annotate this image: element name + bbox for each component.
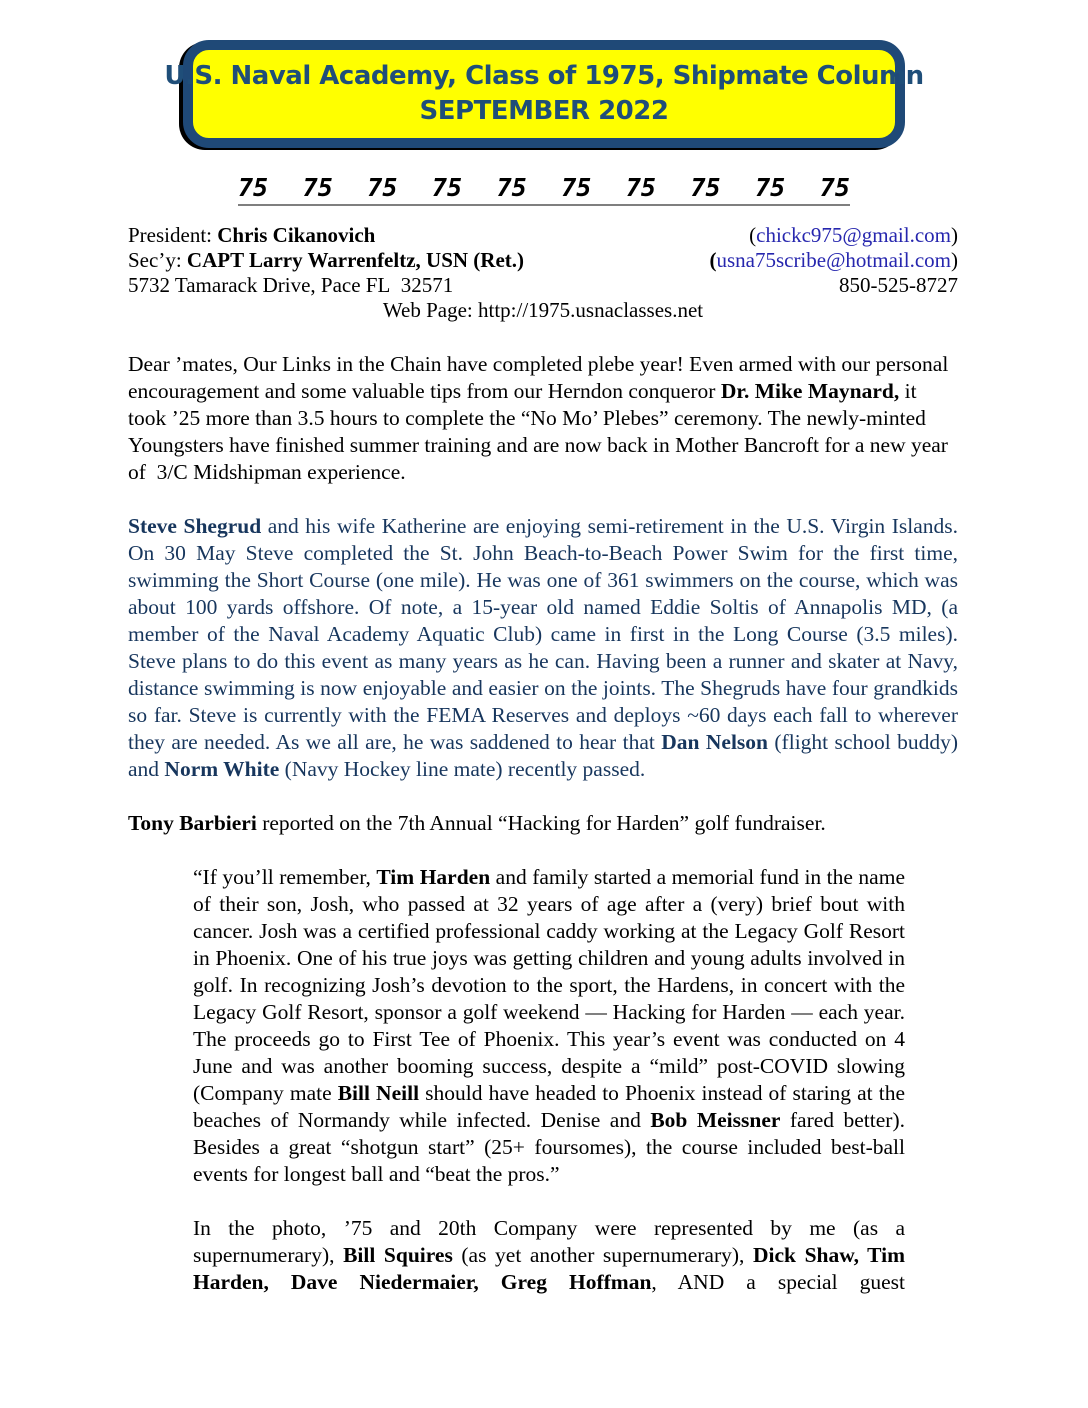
- bold-text: Dan Nelson: [661, 730, 768, 754]
- text-run: should have headed to Phoenix instead of staring at the beaches of Normandy while infected. Denise and: [193, 1081, 905, 1132]
- bold-text: Bill Neill: [337, 1081, 420, 1105]
- shegrud-paragraph: [128, 513, 958, 783]
- text-run: and family started a memorial fund in the name of their son, Josh, who passed at 32 years of age after a (very) brief bout with cancer. Josh was a certified professional caddy working at the Legacy Golf Resort in Phoenix. One of his true joys was getting children and young adults involved in golf. In recognizing Josh’s devotion to the sport, the Hardens, in concert with the Legacy Golf Resort, sponsor a golf weekend — Hacking for Harden — each year. The proceeds go to First Tee of Phoenix. This year’s event was conducted on 4 June and was another booming success, despite a “mild” post-COVID slowing (Company mate: [193, 865, 905, 1105]
- text-run: ): [951, 223, 958, 247]
- banner-subtitle: SEPTEMBER 2022: [419, 96, 669, 126]
- text-run: it took ’25 more than 3.5 hours to complete the “No Mo’ Plebes” ceremony. The newly-minted Youngsters have finished summer training and are now back in Mother Bancroft for a new year of 3/C Midshipman experience.: [128, 379, 948, 484]
- webpage-line: Web Page: http://1975.usnaclasses.net: [382, 298, 704, 322]
- secretary-line-right: [709, 248, 958, 273]
- bold-text: Bob Meissner: [650, 1108, 781, 1132]
- class-75-mark: 75: [367, 173, 398, 202]
- text-run: ): [951, 248, 958, 272]
- president-line-left: [128, 223, 375, 248]
- class-75-mark: 75: [238, 173, 269, 202]
- class-75-mark: 75: [690, 173, 721, 202]
- text-run: In the photo, ’75 and 20th Company were represented by me (as a supernumerary),: [193, 1216, 905, 1267]
- text-run: and his wife Katherine are enjoying semi-retirement in the U.S. Virgin Islands. On 30 May Steve completed the St. John Beach-to-Beach Power Swim for the first time, swimming the Short Course (one mile). He was one of 361 swimmers on the course, which was about 100 yards offshore. Of note, a 15-year old named Eddie Soltis of Annapolis MD, (a member of the Naval Academy Aquatic Club) came in first in the Long Course (3.5 miles). Steve plans to do this event as many years as he can. Having been a runner and skater at Navy, distance swimming is now enjoyable and easier on the joints. The Shegruds have four grandkids so far. Steve is currently with the FEMA Reserves and deploys ~60 days each fall to wherever they are needed. As we all are, he was saddened to hear that: [128, 514, 958, 754]
- secretary-line: [128, 248, 958, 273]
- president-line: [128, 223, 958, 248]
- email-link[interactable]: chickc975@gmail.com: [756, 223, 951, 247]
- bold-text: CAPT Larry Warrenfeltz, USN (Ret.): [186, 248, 525, 272]
- harden-quote-paragraph-1: [193, 864, 905, 1188]
- class-75-mark: 75: [496, 173, 527, 202]
- address-line: [128, 273, 958, 298]
- text-run: 5732 Tamarack Drive, Pace FL 32571: [128, 273, 454, 297]
- bold-text: Tim Harden: [376, 865, 491, 889]
- text-run: (: [749, 223, 757, 247]
- document-body: [128, 351, 958, 1296]
- bold-text: Bill Squires: [343, 1243, 453, 1267]
- intro-paragraph: [128, 351, 958, 486]
- secretary-line-left: [128, 248, 524, 273]
- text-run: President:: [128, 223, 218, 247]
- text-run: Sec’y:: [128, 248, 187, 272]
- class-75-mark: 75: [431, 173, 463, 202]
- text-run: (Navy Hockey line mate) recently passed.: [279, 757, 646, 781]
- text-run: (as yet another supernumerary),: [452, 1243, 753, 1267]
- class-75-logo-row: [238, 174, 850, 206]
- harden-quote-paragraph-2: [193, 1215, 905, 1296]
- bold-text: Tony Barbieri: [128, 811, 257, 835]
- text-run: Dear ’mates, Our Links in the Chain have completed plebe year! Even armed with our personal encouragement and some valuable tips from our Herndon conqueror: [128, 352, 949, 403]
- bold-text: Norm White: [164, 757, 280, 781]
- address-line-left: [128, 273, 453, 298]
- text-run: fared better). Besides a great “shotgun start” (25+ foursomes), the course included best-ball events for longest ball and “beat the pros.”: [193, 1108, 905, 1186]
- banner-title: U.S. Naval Academy, Class of 1975, Shipmate Column: [164, 61, 924, 91]
- class-75-mark: 75: [625, 173, 656, 202]
- text-run: 850-525-8727: [839, 273, 958, 297]
- email-link[interactable]: usna75scribe@hotmail.com: [716, 248, 951, 272]
- class-75-mark: 75: [561, 173, 592, 202]
- barbieri-intro-paragraph: [128, 810, 958, 837]
- address-line-right: [839, 273, 958, 298]
- bold-text: Steve Shegrud: [128, 514, 262, 538]
- title-banner: [164, 40, 924, 148]
- text-run: , AND a special guest: [651, 1270, 905, 1294]
- bold-text: Dr. Mike Maynard,: [720, 379, 900, 403]
- class-75-mark: 75: [302, 173, 333, 202]
- president-line-right: [749, 223, 958, 248]
- text-run: (flight school buddy) and: [128, 730, 958, 781]
- bold-text: Dick Shaw, Tim Harden, Dave Niedermaier, Greg Hoffman: [193, 1243, 905, 1294]
- text-run: “If you’ll remember,: [193, 865, 377, 889]
- text-run: reported on the 7th Annual “Hacking for Harden” golf fundraiser.: [256, 811, 826, 835]
- class-75-mark: 75: [819, 173, 850, 202]
- contact-block: [128, 223, 958, 323]
- bold-text: (: [709, 248, 717, 272]
- bold-text: Chris Cikanovich: [217, 223, 376, 247]
- class-75-mark: 75: [755, 173, 786, 202]
